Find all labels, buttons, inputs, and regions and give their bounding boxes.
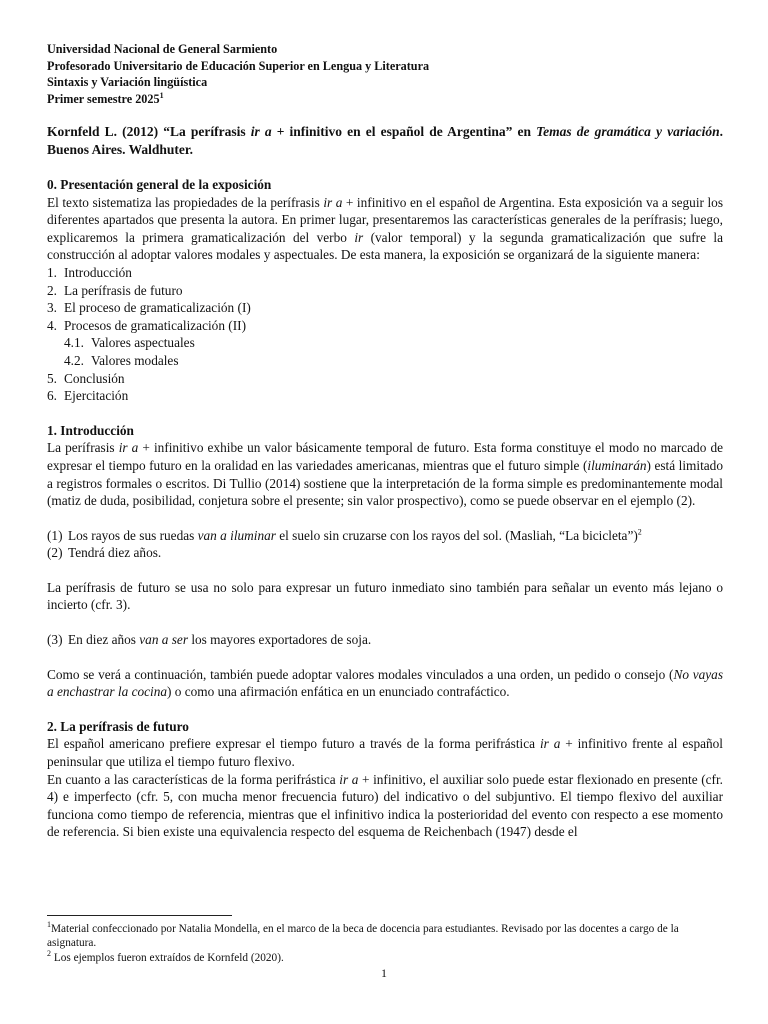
section-title: 2. La perífrasis de futuro: [47, 718, 189, 734]
footnote-1: $^1$Material confeccionado por Natalia Mondella, en el marco de la beca de docencia para estudiantes. Revisado por las docentes a cargo de la asignatura.: [47, 920, 679, 950]
footnotes: [47, 915, 723, 965]
paragraph: La perífrasis de futuro se usa no solo para expresar un futuro inmediato sino también para señalar un evento más lejano o incierto (cfr. 3).: [47, 579, 723, 613]
list-item: 4.2. Valores modales: [64, 352, 179, 368]
page-number: 1: [381, 966, 387, 980]
section-1: [47, 422, 723, 701]
list-item: 4.1. Valores aspectuales: [64, 335, 195, 351]
list-item: 5. Conclusión: [47, 370, 125, 386]
paragraph: En cuanto a las características de la forma perifrástica ir a + infinitivo, el auxiliar solo puede estar flexionado en presente (cfr. 4) e imperfecto (cfr. 5, con mucha menor frecuencia futuro) del indicativo o del subjuntivo. El tiempo flexivo del auxiliar funciona como tiempo de referencia, mientras que el infinitivo indica la posterioridad del evento con respecto a ese momento de referencia. Si bien existe una equivalencia respecto del esquema de Reichenbach (1947) desde el: [47, 771, 724, 840]
outline-list: [47, 264, 723, 334]
paragraph: La perífrasis ir a + infinitivo exhibe un valor básicamente temporal de futuro. Esta forma constituye el modo no marcado de expresar el tiempo futuro en la oralidad en las variedades americanas, mientras que el futuro simple (iluminarán) está limitado a registros formales o escritos. Di Tullio (2014) sostiene que la interpretación de la forma simple es predominantemente modal (matiz de duda, posibilidad, conjetura sobre el presente; sin valor prospectivo), como se puede observar en el ejemplo (2).: [47, 440, 723, 509]
paragraph: El texto sistematiza las propiedades de la perífrasis ir a + infinitivo en el español de Argentina. Esta exposición va a seguir los diferentes apartados que presenta la autora. En primer lugar, presentaremos las características generales de la perífrasis; luego, explicaremos la primera gramaticalización del verbo ir (valor temporal) y la segunda gramaticalización que sufre la construcción al adoptar valores modales y aspectuales. De esta manera, la exposición se organizará de la siguiente manera:: [47, 194, 724, 263]
program-name: Profesorado Universitario de Educación Superior en Lengua y Literatura: [47, 58, 430, 73]
list-item: 2. La perífrasis de futuro: [47, 282, 183, 298]
outline-sublist: [47, 334, 723, 369]
footnote-ref-2[interactable]: 2: [637, 527, 642, 537]
example-2: (2) Tendrá diez años.: [47, 545, 162, 561]
section-title: 0. Presentación general de la exposición: [47, 177, 272, 192]
example-1: (1) Los rayos de sus ruedas van a iluminar el suelo sin cruzarse con los rayos del sol. (Masliah, “La bicicleta”)$^2$: [47, 527, 642, 543]
section-2: [47, 718, 723, 841]
outline-list: [47, 370, 723, 405]
list-item: 4. Procesos de gramaticalización (II): [47, 317, 247, 333]
section-0: [47, 176, 723, 405]
bibliographic-citation: Kornfeld L. (2012) “La perífrasis ir a + infinitivo en el español de Argentina” en Temas de gramática y variación. Buenos Aires. Waldhuter.: [47, 124, 723, 157]
footnote-2: $^2$ Los ejemplos fueron extraídos de Kornfeld (2020).: [47, 948, 284, 964]
list-item: 3. El proceso de gramaticalización (I): [47, 300, 251, 316]
paragraph: Como se verá a continuación, también puede adoptar valores modales vinculados a una orden, un pedido o consejo (No vayas a enchastrar la cocina) o como una afirmación enfática en un enunciado contrafáctico.: [47, 666, 723, 700]
footnote-ref-1[interactable]: 1: [159, 90, 164, 100]
document-page: [47, 41, 723, 841]
list-item: 1. Introducción: [47, 264, 132, 280]
course-name: Sintaxis y Variación lingüística: [47, 75, 208, 89]
course-header: [47, 41, 723, 107]
footnote-divider: [47, 915, 232, 916]
university-name: Universidad Nacional de General Sarmiento: [47, 42, 278, 56]
list-item: 6. Ejercitación: [47, 388, 129, 404]
section-title: 1. Introducción: [47, 422, 134, 438]
example-3: (3) En diez años van a ser los mayores exportadores de soja.: [47, 632, 372, 648]
paragraph: El español americano prefiere expresar el tiempo futuro a través de la forma perifrástica ir a + infinitivo frente al español peninsular que utiliza el tiempo futuro flexivo.: [47, 736, 723, 770]
examples-block: [47, 527, 723, 562]
semester: Primer semestre 2025$^1$: [47, 90, 164, 106]
